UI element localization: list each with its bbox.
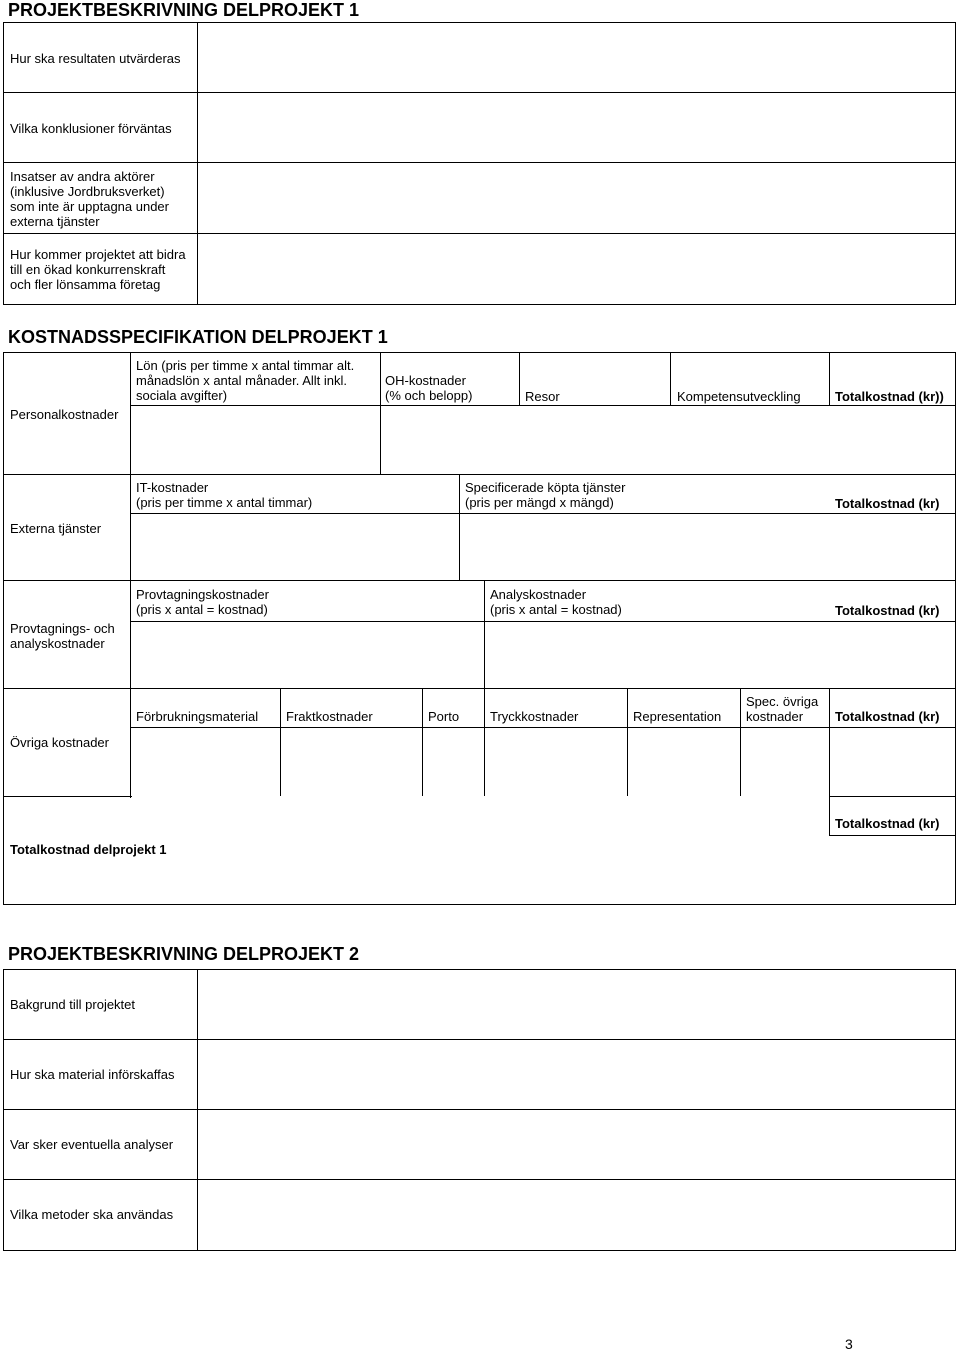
analys-header: Analyskostnader (pris x antal = kostnad) xyxy=(490,587,622,617)
cost-specification-table xyxy=(3,352,956,905)
ovriga-total-header: Totalkostnad (kr) xyxy=(835,709,940,724)
page-number: 3 xyxy=(845,1336,853,1352)
provtagning-label: Provtagnings- och analyskostnader xyxy=(10,621,115,651)
it-header: IT-kostnader (pris per timme x antal timmar) xyxy=(136,480,313,510)
frakt-header: Fraktkostnader xyxy=(286,709,373,724)
row-label-metoder: Vilka metoder ska användas xyxy=(10,1207,174,1222)
project-description-table-2 xyxy=(3,969,956,1251)
spec-header: Spec. övriga kostnader xyxy=(746,694,819,724)
row-label-resultat: Hur ska resultaten utvärderas xyxy=(10,51,181,66)
row-label-insatser: Insatser av andra aktörer (inklusive Jordbruksverket) som inte är upptagna under externa tjänster xyxy=(10,169,169,229)
kostnad-title: KOSTNADSSPECIFIKATION DELPROJEKT 1 xyxy=(8,327,388,347)
representation-header: Representation xyxy=(633,709,722,724)
field-konklusioner[interactable] xyxy=(199,94,954,161)
field-insatser[interactable] xyxy=(199,164,954,232)
kopta-field[interactable] xyxy=(461,515,954,579)
section2-title: PROJEKTBESKRIVNING DELPROJEKT 2 xyxy=(8,944,360,964)
project-description-table-1 xyxy=(3,22,956,305)
section1-title: PROJEKTBESKRIVNING DELPROJEKT 1 xyxy=(8,0,360,20)
lon-header: Lön (pris per timme x antal timmar alt. månadslön x antal månader. Allt inkl. sociala avgifter) xyxy=(136,358,355,403)
row-label-material: Hur ska material införskaffas xyxy=(10,1067,175,1082)
tryck-header: Tryckkostnader xyxy=(490,709,579,724)
lon-field[interactable] xyxy=(132,407,378,473)
field-metoder[interactable] xyxy=(199,1181,954,1249)
porto-header: Porto xyxy=(428,709,460,724)
row-label-bakgrund: Bakgrund till projektet xyxy=(10,997,136,1012)
personal-values-field[interactable] xyxy=(382,407,954,473)
field-resultat[interactable] xyxy=(199,24,954,91)
kopta-header: Specificerade köpta tjänster (pris per mängd x mängd) xyxy=(465,480,626,510)
it-field[interactable] xyxy=(132,515,457,579)
totaldel-total-header: Totalkostnad (kr) xyxy=(835,816,940,831)
analys-field[interactable] xyxy=(486,623,954,687)
row-label-analyser: Var sker eventuella analyser xyxy=(10,1137,174,1152)
personal-total-header: Totalkostnad (kr)) xyxy=(835,389,944,404)
ovriga-field[interactable] xyxy=(132,729,954,795)
provtagning-total-header: Totalkostnad (kr) xyxy=(835,603,940,618)
prov-header: Provtagningskostnader (pris x antal = kostnad) xyxy=(136,587,269,617)
field-konkurrenskraft[interactable] xyxy=(199,235,954,303)
totaldel-label: Totalkostnad delprojekt 1 xyxy=(10,842,167,857)
externa-total-header: Totalkostnad (kr) xyxy=(835,496,940,511)
kompetens-header: Kompetensutveckling xyxy=(677,389,801,404)
field-analyser[interactable] xyxy=(199,1111,954,1178)
field-bakgrund[interactable] xyxy=(199,971,954,1038)
row-label-konklusioner: Vilka konklusioner förväntas xyxy=(10,121,172,136)
externa-label: Externa tjänster xyxy=(10,521,102,536)
forbrukning-header: Förbrukningsmaterial xyxy=(136,709,259,724)
totaldel-field[interactable] xyxy=(831,837,954,903)
resor-header: Resor xyxy=(525,389,560,404)
row-label-konkurrenskraft: Hur kommer projektet att bidra till en ökad konkurrenskraft och fler lönsamma företag xyxy=(10,247,186,292)
oh-header: OH-kostnader (% och belopp) xyxy=(385,373,473,403)
prov-field[interactable] xyxy=(132,623,482,687)
field-material[interactable] xyxy=(199,1041,954,1108)
ovriga-label: Övriga kostnader xyxy=(10,735,109,750)
personal-label: Personalkostnader xyxy=(10,407,119,422)
